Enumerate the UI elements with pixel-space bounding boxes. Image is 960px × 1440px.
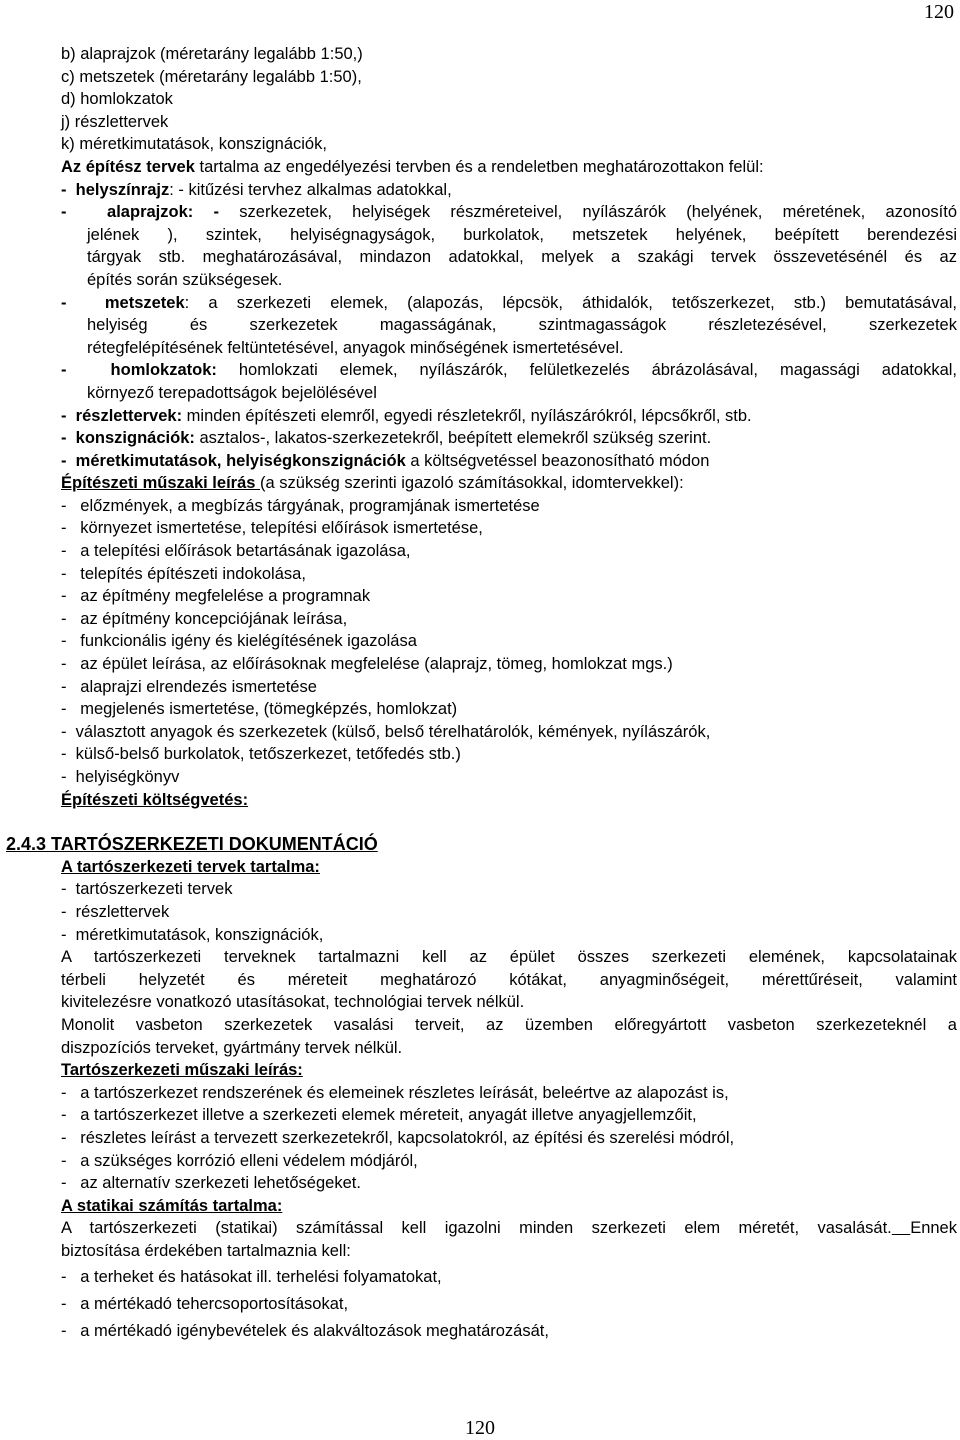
section-title: 2.4.3 TARTÓSZERKEZETI DOKUMENTÁCIÓ [6,834,378,855]
list-item: - funkcionális igény és kielégítésének igazolása [61,632,417,651]
list-item: - részlettervek [61,902,170,921]
list-item: - tartószerkezeti tervek [61,880,233,899]
list-item: b) alaprajzok (méretarány legalább 1:50,) [61,45,363,63]
list-item: - a tartószerkezet illetve a szerkezeti elemek méreteit, anyagát illetve anyagjellemzőit, [61,1106,697,1125]
koltsegvetes-heading: Építészeti költségvetés: [61,790,249,809]
muszaki-leiras-heading: Tartószerkezeti műszaki leírás: [61,1061,303,1080]
list-item: - az épület leírása, az előírásoknak megfelelése (alaprajz, tömeg, homlokzat mgs.) [61,655,673,674]
helyszinrajz-bold: helyszínrajz [75,180,170,199]
helyszinrajz-line: - helyszínrajz: - kitűzési tervhez alkalmas adatokkal, [61,180,452,199]
homlokzatok-line-1: - homlokzatok: homlokzati elemek, nyílászárók, felületkezelés ábrázolásával, magassági adatokkal, [61,361,957,380]
paragraph-line: A tartószerkezeti (statikai) számítással kell igazolni minden szerkezeti elem méretét, vasalását. Ennek [61,1219,957,1238]
list-item: - a tartószerkezet rendszerének és elemeinek részletes leírását, beleértve az alapozást is, [61,1083,729,1102]
list-item: - telepítés építészeti indokolása, [61,564,306,583]
meretkimutatasok-line: - méretkimutatások, helyiségkonszignációk a költségvetéssel beazonosítható módon [61,451,710,470]
page-number-top: 120 [924,1,954,23]
list-item: j) részlettervek [61,112,169,131]
paragraph-line: kivitelezésre vonatkozó utasításokat, technológiai tervek nélkül. [61,993,525,1012]
list-item: - környezet ismertetése, telepítési előírások ismertetése, [61,519,483,538]
metszetek-line-1: - metszetek: a szerkezeti elemek, (alapozás, lépcsök, áthidalók, tetőszerkezet, stb.) bemutatásával, [61,293,957,312]
list-item: - a mértékadó igénybevételek és alakváltozások meghatározását, [61,1321,549,1340]
tartoszerkezeti-heading: A tartószerkezeti tervek tartalma: [61,857,320,876]
list-item: - az építmény koncepciójának leírása, [61,609,348,628]
list-item: - helyiségkönyv [61,768,180,786]
alaprajzok-line-1: - alaprajzok: - szerkezetek, helyiségek részméreteivel, nyílászárók (helyének, méretének, azonosító [61,203,957,222]
list-item: - részletes leírást a tervezett szerkezetekről, kapcsolatokról, az építési és szerelési módról, [61,1128,735,1147]
epiteszeti-leiras-heading: Építészeti műszaki leírás (a szükség szerinti igazoló számításokkal, idomtervekkel): [61,474,684,493]
metszetek-line-3: rétegfelépítésének feltüntetésével, anyagok minőségének ismertetésével. [87,338,624,357]
paragraph-line: Monolit vasbeton szerkezetek vasalási terveit, az üzemben előregyártott vasbeton szerkezeteknél a [61,1015,957,1034]
list-item: - az alternatív szerkezeti lehetőségeket. [61,1174,361,1193]
page-number-bottom: 120 [465,1417,495,1439]
document-body [6,43,957,1342]
metszetek-line-2: helyiség és szerkezetek magasságának, szintmagasságok részletezésével, szerkezetek [87,316,957,335]
list-item: - a szükséges korrózió elleni védelem módjáról, [61,1151,418,1170]
list-item: - a terheket és hatásokat ill. terhelési folyamatokat, [61,1268,442,1287]
paragraph-line: diszpozíciós terveket, gyártmány tervek nélkül. [61,1038,403,1057]
intro-text: tartalma az engedélyezési tervben és a rendeletben meghatározottakon felül: [194,157,764,176]
paragraph-line: A tartószerkezeti terveknek tartalmazni kell az épület összes szerkezeti elemének, kapcsolatainak [61,948,957,967]
homlokzatok-line-2: környező terepadottságok bejelölésével [87,383,377,402]
list-item: - megjelenés ismertetése, (tömegképzés, homlokzat) [61,700,458,719]
list-item: c) metszetek (méretarány legalább 1:50), [61,67,362,86]
intro-bold: Az építész tervek [61,157,195,176]
list-item: - előzmények, a megbízás tárgyának, programjának ismertetése [61,496,540,515]
alaprajzok-line-4: építés során szükségesek. [87,270,283,289]
paragraph-line: térbeli helyzetét és méreteit meghatározó kótákat, anyagminőségeit, mérettűréseit, valamint [61,970,957,989]
list-item: - az építmény megfelelése a programnak [61,587,371,606]
list-item: - alaprajzi elrendezés ismertetése [61,677,317,696]
intro-line [61,156,957,179]
list-item: - külső-belső burkolatok, tetőszerkezet, tetőfedés stb.) [61,745,461,764]
alaprajzok-line-2: jelének ), szintek, helyiségnagyságok, burkolatok, metszetek helyének, beépített berendezési [87,225,957,244]
list-item: - a telepítési előírások betartásának igazolása, [61,542,411,561]
list-item: - méretkimutatások, konszignációk, [61,925,324,944]
paragraph-line: biztosítása érdekében tartalmaznia kell: [61,1241,351,1260]
list-item: - választott anyagok és szerkezetek (külső, belső térelhatárolók, kémények, nyílászárók, [61,722,711,741]
statikai-heading: A statikai számítás tartalma: [61,1196,283,1215]
list-item: k) méretkimutatások, konszignációk, [61,135,327,154]
alaprajzok-line-3: tárgyak stb. meghatározásával, mindazon adatokkal, melyek a szakági tervek összevetésénél és az [87,248,957,267]
reszlettervek-line: - részlettervek: minden építészeti elemről, egyedi részletekről, nyílászárókról, lépcsőkről, stb. [61,406,752,425]
konszignaciok-line: - konszignációk: asztalos-, lakatos-szerkezetekről, beépített elemekről szükség szerint. [61,429,712,448]
list-item: d) homlokzatok [61,90,173,109]
list-item: - a mértékadó tehercsoportosításokat, [61,1295,349,1314]
